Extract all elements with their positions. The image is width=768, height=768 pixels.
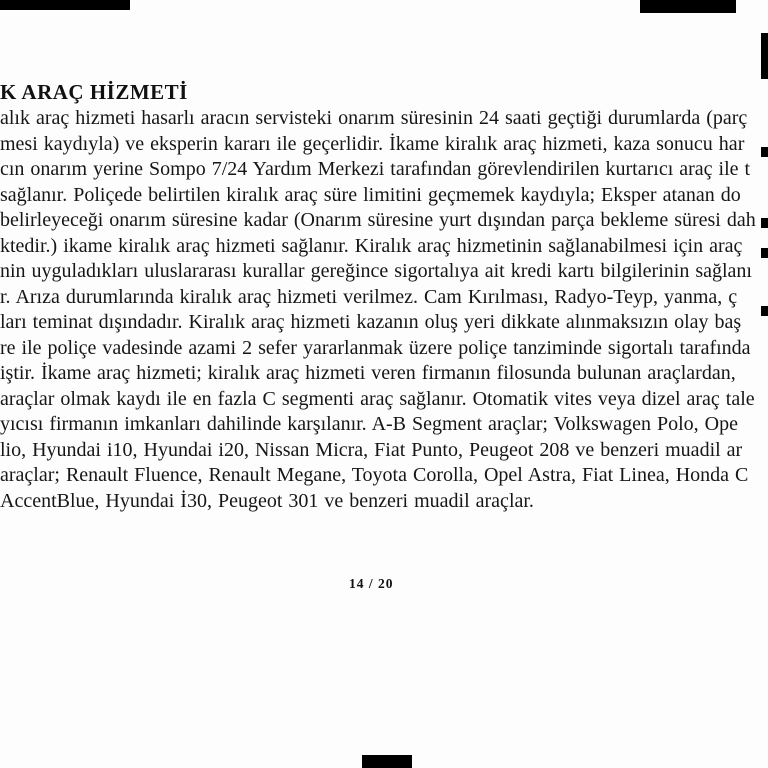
scan-artifact bbox=[761, 33, 768, 79]
scan-artifact bbox=[761, 218, 768, 228]
text-line: nin uyguladıkları uluslararası kurallar gereğince sigortalıya ait kredi kartı bilgilerinin sağlanı bbox=[0, 260, 752, 282]
text-line: araçlar; Renault Fluence, Renault Megane, Toyota Corolla, Opel Astra, Fiat Linea, Honda C bbox=[0, 464, 749, 486]
scan-artifact bbox=[761, 248, 768, 258]
text-line: yıcısı firmanın imkanları dahilinde karşılanır. A-B Segment araçlar; Volkswagen Polo, Ope bbox=[0, 413, 738, 435]
text-line: mesi kaydıyla) ve eksperin kararı ile geçerlidir. İkame kiralık araç hizmeti, kaza sonucu har bbox=[0, 132, 745, 155]
text-line: ları teminat dışındadır. Kiralık araç hizmeti kazanın oluş yeri dikkate alınmaksızın olay baş bbox=[0, 311, 742, 333]
text-line: araçlar olmak kaydı ile en fazla C segmenti araç sağlanır. Otomatik vites veya dizel araç tale bbox=[0, 387, 755, 410]
section-heading: K ARAÇ HİZMETİ bbox=[0, 80, 188, 104]
text-line: AccentBlue, Hyundai İ30, Peugeot 301 ve benzeri muadil araçlar. bbox=[0, 489, 534, 512]
scan-artifact bbox=[640, 0, 736, 13]
text-line: re ile poliçe vadesinde azami 2 sefer yararlanmak üzere poliçe tanziminde sigortalı tarafında bbox=[0, 336, 751, 359]
text-line: alık araç hizmeti hasarlı aracın servisteki onarım süresinin 24 saati geçtiği durumlarda (parç bbox=[0, 107, 748, 129]
scan-artifact bbox=[0, 0, 130, 10]
text-line: lio, Hyundai i10, Hyundai i20, Nissan Micra, Fiat Punto, Peugeot 208 ve benzeri muadil ar bbox=[0, 438, 743, 461]
body-text-block bbox=[0, 106, 768, 514]
scan-artifact bbox=[362, 755, 412, 768]
text-line: r. Arıza durumlarında kiralık araç hizmeti verilmez. Cam Kırılması, Radyo-Teyp, yanma, ç bbox=[0, 285, 738, 308]
scan-artifact bbox=[761, 306, 768, 316]
text-line: iştir. İkame araç hizmeti; kiralık araç hizmeti veren firmanın filosunda bulunan araçlardan, bbox=[0, 362, 736, 384]
text-line: cın onarım yerine Sompo 7/24 Yardım Merkezi tarafından görevlendirilen kurtarıcı araç ile t bbox=[0, 158, 751, 180]
text-line: sağlanır. Poliçede belirtilen kiralık araç süre limitini geçmemek kaydıyla; Eksper atanan do bbox=[0, 183, 741, 206]
scan-artifact bbox=[761, 147, 768, 157]
page-number: 14 / 20 bbox=[349, 576, 394, 591]
text-line: ktedir.) ikame kiralık araç hizmeti sağlanır. Kiralık araç hizmetinin sağlanabilmesi için araç bbox=[0, 234, 743, 257]
text-line: belirleyeceği onarım süresine kadar (Onarım süresine yurt dışından parça bekleme süresi dah bbox=[0, 209, 756, 231]
